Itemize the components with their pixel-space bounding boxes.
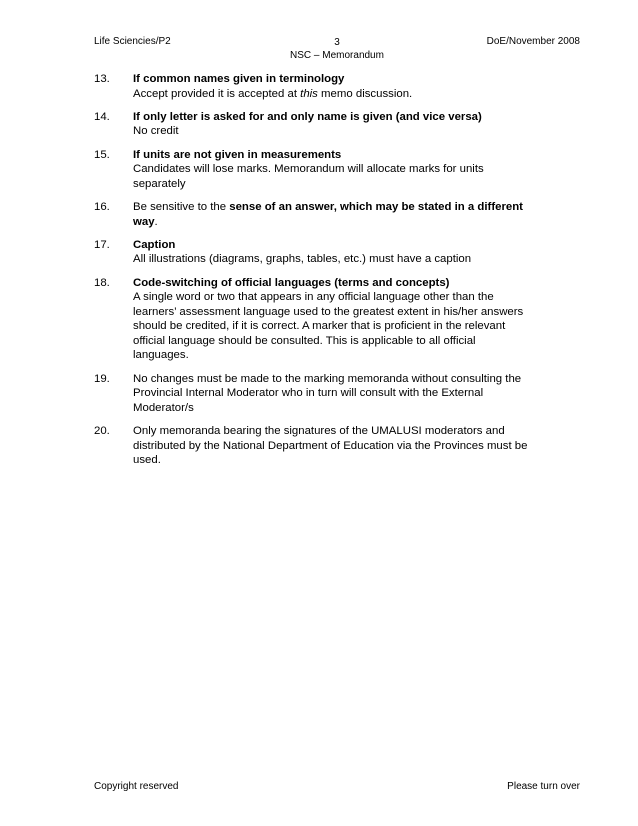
item-text: A single word or two that appears in any official language other than the xyxy=(133,291,494,304)
item-text: Moderator/s xyxy=(133,401,194,414)
turn-over-text: Please turn over xyxy=(507,781,580,792)
item-text: Only memoranda bearing the signatures of the UMALUSI moderators and xyxy=(133,425,505,438)
memorandum-list xyxy=(94,72,554,476)
item-heading: Caption xyxy=(133,238,176,251)
item-text: learners’ assessment language used to the greatest extent in his/her answers xyxy=(133,305,524,318)
item-number: 16. xyxy=(94,200,110,213)
list-item-15 xyxy=(94,148,554,192)
item-heading: Code-switching of official languages (terms and concepts) xyxy=(133,276,450,289)
item-text: way. xyxy=(133,215,158,228)
item-number: 14. xyxy=(94,110,110,123)
header-subject: Life Sciencies/P2 xyxy=(94,36,171,47)
item-text: languages. xyxy=(133,349,189,362)
item-text: used. xyxy=(133,454,161,467)
item-text: distributed by the National Department of Education via the Provinces must be xyxy=(133,439,528,452)
emphasis-text: this xyxy=(300,87,318,100)
item-number: 17. xyxy=(94,238,110,251)
list-item-14 xyxy=(94,110,554,139)
item-number: 13. xyxy=(94,73,110,85)
item-text: Candidates will lose marks. Memorandum will allocate marks for units xyxy=(133,163,484,176)
item-text: All illustrations (diagrams, graphs, tables, etc.) must have a caption xyxy=(133,253,472,266)
item-number: 19. xyxy=(94,372,110,385)
header-date: DoE/November 2008 xyxy=(486,36,580,47)
item-heading: If only letter is asked for and only name is given (and vice versa) xyxy=(133,110,482,123)
page-number: 3 xyxy=(334,37,340,48)
item-text: No credit xyxy=(133,125,179,138)
list-item-13 xyxy=(94,72,554,101)
list-item-17 xyxy=(94,238,554,267)
item-heading: If units are not given in measurements xyxy=(133,148,342,161)
item-text: official language should be consulted. This is applicable to all official xyxy=(133,334,476,347)
item-number: 18. xyxy=(94,276,110,289)
item-number: 15. xyxy=(94,148,110,161)
list-item-18 xyxy=(94,276,554,364)
copyright-text: Copyright reserved xyxy=(94,781,179,792)
item-heading: If common names given in terminology xyxy=(133,73,345,85)
item-text: No changes must be made to the marking memoranda without consulting the xyxy=(133,372,522,385)
item-text: Accept provided it is accepted at this memo discussion. xyxy=(133,87,413,100)
list-item-20 xyxy=(94,424,554,468)
item-text: Provincial Internal Moderator who in turn will consult with the External xyxy=(133,387,484,400)
item-text: separately xyxy=(133,177,186,190)
item-number: 20. xyxy=(94,425,110,438)
list-item-19 xyxy=(94,372,554,416)
item-text: Be sensitive to the sense of an answer, which may be stated in a different xyxy=(133,200,523,213)
list-item-16 xyxy=(94,200,554,229)
header-subtitle: NSC – Memorandum xyxy=(290,50,384,61)
item-text: should be credited, if it is correct. A marker that is proficient in the relevant xyxy=(133,320,506,333)
